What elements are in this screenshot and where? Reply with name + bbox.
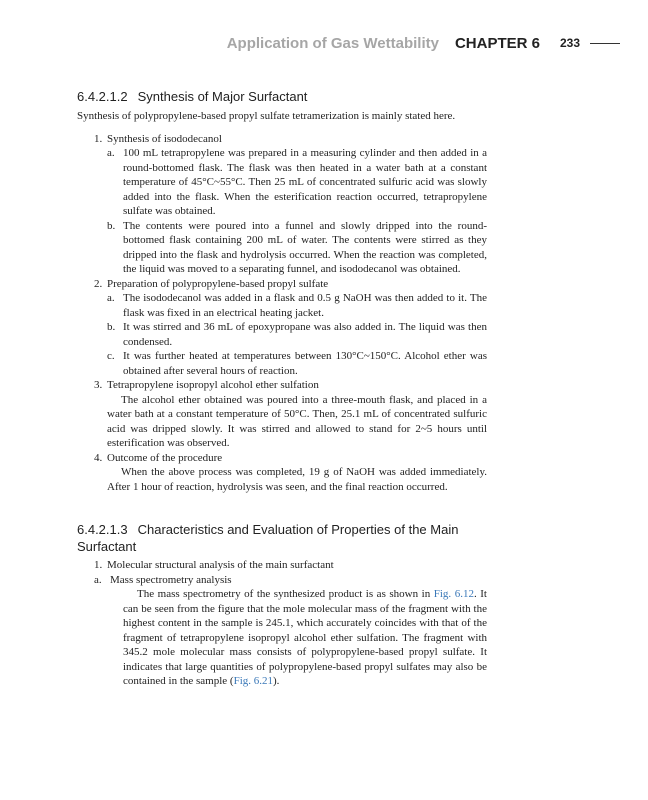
mass-spectrometry-paragraph (77, 587, 487, 689)
figure-link-6-21[interactable]: Fig. 6.21 (233, 675, 274, 687)
list-marker: 3. (94, 379, 103, 391)
paragraph-text: . It can be seen from the figure that the mole molecular mass of the fragment with the highest content in the sample is 245.1, which accurately coincides with that of the fragment of tetrapropylene isopropyl alcohol ether sulfation. The fragment with 345.2 mole molecular mass consists of polypropylene-based propyl sulfate. It indicates that large quantities of polypropylene-based propyl sulfates may also be contained in the sample ( (123, 588, 487, 687)
sublist-item (107, 146, 487, 219)
list-item (94, 558, 487, 573)
sublist (77, 573, 487, 588)
section-number: 6.4.2.1.2 (77, 89, 128, 104)
sublist (107, 146, 487, 277)
list-marker: 2. (94, 277, 103, 290)
list-item-title: Synthesis of isododecanol (107, 132, 222, 145)
section-title: Characteristics and Evaluation of Properties of the Main Surfactant (77, 522, 459, 554)
sublist-item (107, 349, 487, 378)
list-item-title: Tetrapropylene isopropyl alcohol ether sulfation (107, 379, 319, 391)
header-rule (590, 43, 620, 44)
sublist-marker: a. (94, 573, 102, 586)
sublist-marker: b. (107, 219, 116, 232)
list-item-title: Molecular structural analysis of the main surfactant (107, 559, 334, 571)
section-number: 6.4.2.1.3 (77, 522, 128, 537)
figure-link-6-12[interactable]: Fig. 6.12 (433, 588, 474, 600)
paragraph-text: ). (273, 675, 280, 687)
sublist-item (94, 573, 487, 588)
section-heading-6-4-2-1-2 (77, 88, 487, 105)
section-title: Synthesis of Major Surfactant (137, 89, 308, 104)
list-item-body: The alcohol ether obtained was poured into a three-mouth flask, and placed in a water bath at a constant temperature of 50°C. Then, 25.1 mL of concentrated sulfuric acid was dripped slowly. It was stirred and allowed to stand for 2~5 hours until esterification was observed. (107, 393, 487, 449)
sublist-text: The contents were poured into a funnel and slowly dripped into the round-bottomed flask containing 200 mL of water. The contents were stirred as they dripped into the flask and hydrolysis occurred. When the reaction was completed, the liquid was moved to a separating funnel, and isododecanol was obtained. (123, 219, 487, 275)
page-body (77, 88, 487, 689)
analysis-list (77, 558, 487, 573)
sublist-marker: a. (107, 147, 115, 159)
list-item-body: When the above process was completed, 19 g of NaOH was added immediately. After 1 hour of reaction, hydrolysis was seen, and the final reaction occurred. (107, 466, 487, 493)
list-item-title: Outcome of the procedure (107, 451, 223, 464)
running-title: Application of Gas Wettability (226, 34, 439, 52)
list-marker: 4. (94, 451, 103, 464)
sublist-text: 100 mL tetrapropylene was prepared in a measuring cylinder and then added in a round-bottomed flask. The flask was then heated in a water bath at a constant temperature of 45°C~55°C. Then 25 mL of concentrated sulfuric acid was slowly added into the flask. When the esterification reaction occurred, tetrapropylene sulfate was obtained. (123, 147, 487, 217)
section-intro: Synthesis of polypropylene-based propyl sulfate tetramerization is mainly stated here. (77, 110, 456, 122)
sublist-marker: c. (107, 350, 115, 362)
sublist (107, 291, 487, 378)
list-item (94, 378, 487, 451)
sublist-item (107, 320, 487, 349)
procedure-list (77, 132, 487, 495)
list-marker: 1. (94, 559, 103, 571)
sublist-item (107, 219, 487, 277)
sublist-item (107, 291, 487, 320)
sublist-title: Mass spectrometry analysis (110, 573, 232, 586)
list-item (94, 277, 487, 379)
list-item (94, 451, 487, 495)
sublist-text: It was further heated at temperatures between 130°C~150°C. Alcohol ether was obtained after several hours of reaction. (123, 350, 487, 377)
sublist-text: The isododecanol was added in a flask and 0.5 g NaOH was then added to it. The flask was fixed in an electrical heating jacket. (123, 292, 487, 319)
sublist-text: It was stirred and 36 mL of epoxypropane was also added in. The liquid was then condensed. (123, 321, 487, 348)
chapter-label: CHAPTER 6 (454, 34, 540, 52)
section-heading-6-4-2-1-3 (77, 521, 487, 555)
list-marker: 1. (94, 132, 103, 145)
sublist-marker: b. (107, 321, 116, 333)
running-header (227, 32, 620, 54)
paragraph-text: The mass spectrometry of the synthesized product is as shown in (137, 588, 434, 600)
page-number: 233 (559, 36, 580, 50)
list-item (94, 132, 487, 277)
sublist-marker: a. (107, 292, 115, 304)
list-item-title: Preparation of polypropylene-based propyl sulfate (107, 277, 329, 290)
